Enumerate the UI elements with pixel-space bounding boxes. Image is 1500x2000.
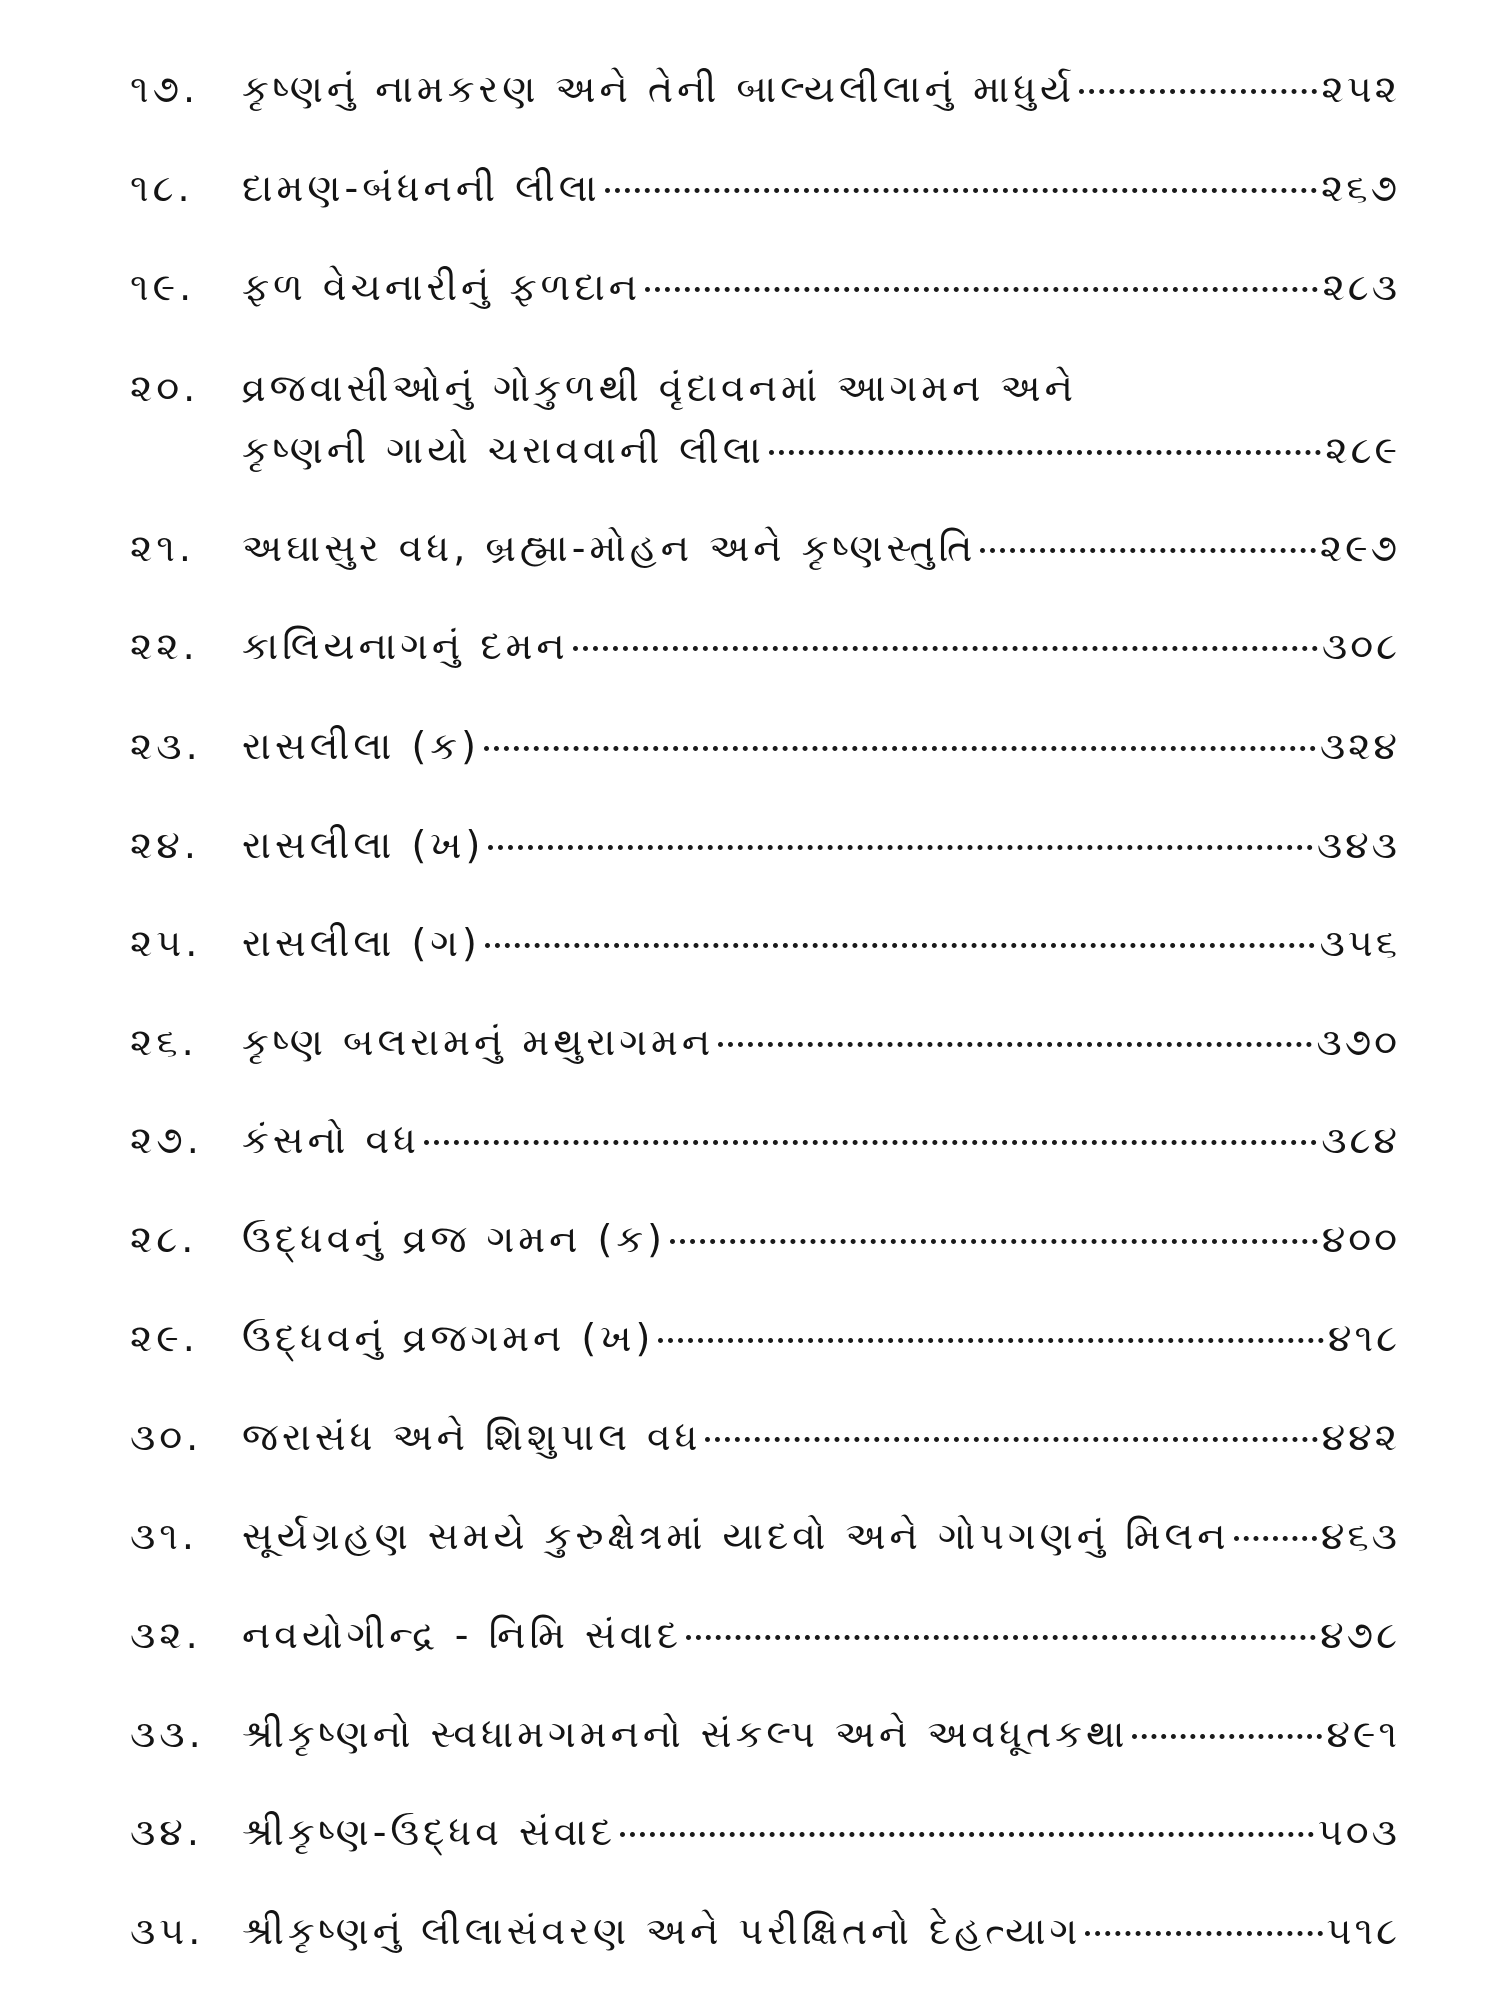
- toc-number: ૩૩.: [130, 1712, 205, 1756]
- dot-leader: [705, 1437, 1317, 1442]
- toc-entry-29: [130, 1307, 1400, 1369]
- toc-title-line-1: વ્રજવાસીઓનું ગોકુળથી વૃંદાવનમાં આગમન અને: [242, 366, 1077, 410]
- toc-page-number: ૫૦૩: [1317, 1810, 1400, 1854]
- toc-entry-30: [130, 1406, 1400, 1468]
- toc-entry-24: [130, 814, 1400, 876]
- toc-title: કૃષ્ણ બલરામનું મથુરાગમન: [242, 1020, 715, 1064]
- dot-leader: [488, 845, 1312, 850]
- dot-leader: [484, 746, 1316, 751]
- toc-entry-28: [130, 1208, 1400, 1270]
- toc-number: ૧૯.: [130, 265, 196, 309]
- toc-number: ૨૫.: [130, 921, 202, 965]
- dot-leader: [605, 188, 1317, 193]
- toc-title: જરાસંધ અને શિશુપાલ વધ: [242, 1415, 702, 1459]
- toc-number: ૨૨.: [130, 624, 199, 668]
- toc-page-number: ૨૮૯: [1325, 428, 1400, 472]
- toc-entry-25: [130, 912, 1400, 974]
- toc-title: ઉદ્ધવનું વ્રજ ગમન (ક): [242, 1217, 666, 1261]
- toc-number: ૨૬.: [130, 1020, 198, 1064]
- toc-entry-27: [130, 1109, 1400, 1171]
- toc-entry-23: [130, 715, 1400, 777]
- toc-page-number: ૩૮૪: [1321, 1118, 1400, 1162]
- toc-title: શ્રીકૃષ્ણનો સ્વધામગમનનો સંકલ્પ અને અવધૂતકથા: [242, 1712, 1129, 1756]
- dot-leader: [485, 943, 1316, 948]
- toc-number: ૧૮.: [130, 166, 194, 210]
- toc-page-number: ૨૯૭: [1319, 526, 1400, 570]
- toc-entry-34: [130, 1801, 1400, 1863]
- toc-page-number: ૪૬૩: [1320, 1514, 1400, 1558]
- dot-leader: [658, 1338, 1324, 1343]
- dot-leader: [980, 548, 1315, 553]
- dot-leader: [1079, 89, 1317, 94]
- toc-number: ૨૩.: [130, 724, 202, 768]
- toc-number: ૨૧.: [130, 526, 196, 570]
- toc-title: નવયોગીન્દ્ર - નિમિ સંવાદ: [242, 1613, 682, 1657]
- toc-page-number: ૪૭૮: [1320, 1613, 1400, 1657]
- dot-leader: [718, 1042, 1312, 1047]
- toc-number: ૩૨.: [130, 1613, 202, 1657]
- toc-entry-19: [130, 256, 1400, 318]
- toc-entry-20: [130, 357, 1400, 481]
- toc-page-number: ૪૧૮: [1327, 1316, 1400, 1360]
- dot-leader: [573, 646, 1318, 651]
- toc-number: ૨૮.: [130, 1217, 198, 1261]
- toc-entry-32: [130, 1604, 1400, 1666]
- toc-page-number: ૪૯૧: [1326, 1712, 1400, 1756]
- toc-page-number: ૩૦૮: [1321, 624, 1400, 668]
- toc-title: શ્રીકૃષ્ણ-ઉદ્ધવ સંવાદ: [242, 1810, 616, 1854]
- toc-page-number: ૩૨૪: [1319, 724, 1400, 768]
- toc-entry-18: [130, 157, 1400, 219]
- toc-number: ૩૧.: [130, 1514, 199, 1558]
- toc-title: કંસનો વધ: [242, 1118, 420, 1162]
- toc-page-number: ૫૧૮: [1326, 1909, 1400, 1953]
- toc-entry-17: [130, 58, 1400, 120]
- dot-leader: [424, 1140, 1317, 1145]
- toc-title: રાસલીલા (ગ): [242, 921, 481, 965]
- toc-page-number: ૩૫૬: [1319, 921, 1400, 965]
- toc-title: અઘાસુર વધ, બ્રહ્મા-મોહન અને કૃષ્ણસ્તુતિ: [242, 526, 977, 570]
- toc-title: રાસલીલા (ક): [242, 724, 480, 768]
- toc-title: ફળ વેચનારીનું ફળદાન: [242, 265, 642, 309]
- toc-number: ૩૪.: [130, 1810, 203, 1854]
- toc-page-number: ૪૦૦: [1321, 1217, 1400, 1261]
- toc-title: ઉદ્ધવનું વ્રજગમન (ખ): [242, 1316, 655, 1360]
- toc-title: દામણ-બંધનની લીલા: [242, 166, 601, 210]
- toc-number: ૨૪.: [130, 823, 200, 867]
- toc-page-number: ૨૮૩: [1322, 265, 1400, 309]
- dot-leader: [1132, 1734, 1322, 1739]
- toc-title: રાસલીલા (ખ): [242, 823, 485, 867]
- toc-page-number: ૨૫૨: [1321, 67, 1400, 111]
- toc-number: ૨૭.: [130, 1118, 203, 1162]
- toc-number: ૧૭.: [130, 67, 200, 111]
- toc-page-number: ૨૬૭: [1321, 166, 1400, 210]
- toc-entry-22: [130, 615, 1400, 677]
- dot-leader: [769, 450, 1321, 455]
- toc-title: કૃષ્ણનું નામકરણ અને તેની બાલ્યલીલાનું માધુર્ય: [242, 67, 1076, 111]
- toc-number: ૨૦.: [130, 366, 200, 410]
- toc-title: સૂર્યગ્રહણ સમયે કુરુક્ષેત્રમાં યાદવો અને ગોપગણનું મિલન: [242, 1514, 1230, 1558]
- toc-number: ૩૦.: [130, 1415, 203, 1459]
- toc-number: ૨૯.: [130, 1316, 199, 1360]
- dot-leader: [1234, 1536, 1317, 1541]
- dot-leader: [1085, 1931, 1322, 1936]
- dot-leader: [620, 1832, 1314, 1837]
- toc-page-number: ૩૭૦: [1316, 1020, 1400, 1064]
- toc-entry-26: [130, 1011, 1400, 1073]
- toc-entry-35: [130, 1900, 1400, 1962]
- toc-entry-21: [130, 517, 1400, 579]
- dot-leader: [670, 1239, 1318, 1244]
- toc-entry-33: [130, 1703, 1400, 1765]
- toc-page-number: ૪૪૨: [1321, 1415, 1400, 1459]
- toc-page-number: ૩૪૩: [1316, 823, 1400, 867]
- dot-leader: [686, 1635, 1316, 1640]
- dot-leader: [645, 287, 1318, 292]
- toc-entry-31: [130, 1505, 1400, 1567]
- toc-title: કૃષ્ણની ગાયો ચરાવવાની લીલા: [242, 428, 765, 472]
- toc-title: શ્રીકૃષ્ણનું લીલાસંવરણ અને પરીક્ષિતનો દેહત્યાગ: [242, 1909, 1082, 1953]
- toc-number: ૩૫.: [130, 1909, 205, 1953]
- toc-title: કાલિયનાગનું દમન: [242, 624, 569, 668]
